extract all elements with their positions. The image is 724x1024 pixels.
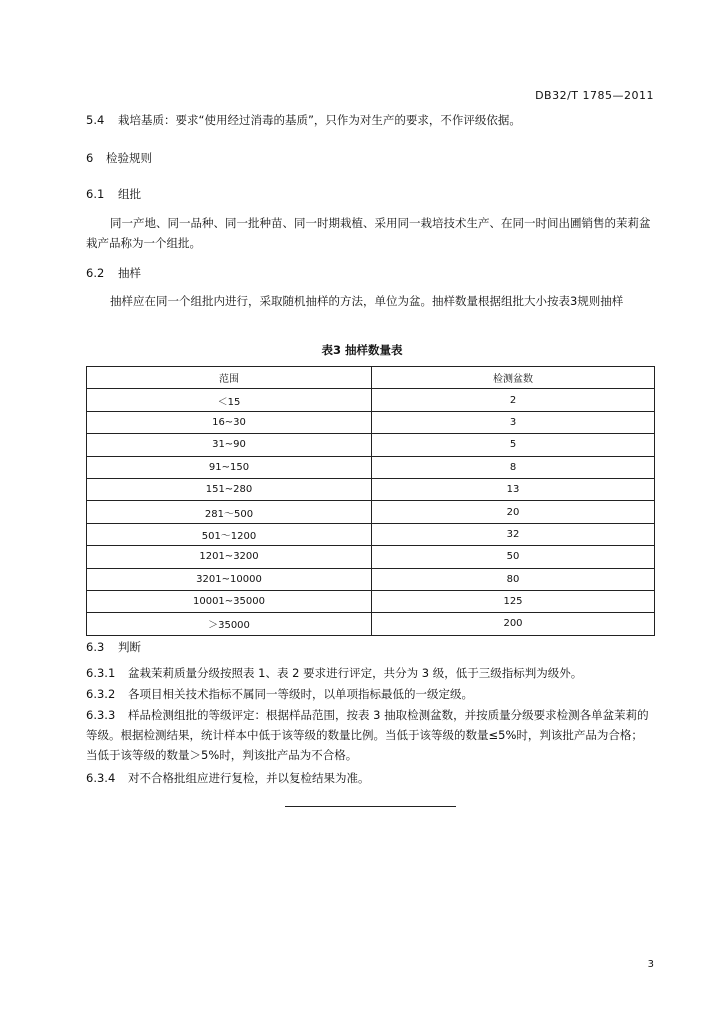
table-row <box>87 546 655 568</box>
table-row <box>87 478 655 500</box>
clause-text: 对不合格批组应进行复检，并以复检结果为准。 <box>128 771 370 785</box>
count-cell: 13 <box>372 478 655 500</box>
count-cell: 2 <box>372 389 655 411</box>
section-number: 6.2 <box>86 266 105 280</box>
section-title: 检验规则 <box>106 151 152 165</box>
count-cell: 32 <box>372 523 655 545</box>
count-cell: 5 <box>372 434 655 456</box>
range-cell: 151~280 <box>87 478 372 500</box>
clause-number: 6.3.1 <box>86 666 116 680</box>
clause-number: 6.3.3 <box>86 708 116 722</box>
table-row <box>87 389 655 411</box>
range-cell: 16~30 <box>87 411 372 433</box>
range-cell: ＜15 <box>87 389 372 411</box>
range-cell: 91~150 <box>87 456 372 478</box>
count-cell: 200 <box>372 613 655 635</box>
clause-number: 6.3.2 <box>86 687 116 701</box>
section-6-2-heading <box>86 265 141 281</box>
table-row <box>87 501 655 523</box>
clause-6-3-2 <box>86 684 473 704</box>
clause-6-3-1 <box>86 663 582 683</box>
count-cell: 50 <box>372 546 655 568</box>
table-row <box>87 456 655 478</box>
clause-text: 样品检测组批的等级评定：根据样品范围，按表 3 抽取检测盆数，并按质量分级要求检测各单盆茉莉的等级。根据检测结果，统计样本中低于该等级的数量比例。当低于该等级的数量≤5%时，判该批产品为合格；当低于该等级的数量＞5%时，判该批产品为不合格。 <box>86 708 649 762</box>
table-row <box>87 568 655 590</box>
table-row <box>87 411 655 433</box>
section-6-1-heading <box>86 186 141 202</box>
table-row <box>87 434 655 456</box>
table-row <box>87 613 655 635</box>
count-cell: 125 <box>372 590 655 612</box>
count-cell: 3 <box>372 411 655 433</box>
clause-text: 各项目相关技术指标不属同一等级时，以单项指标最低的一级定级。 <box>128 687 473 701</box>
clause-6-3-3 <box>86 705 654 765</box>
section-title: 抽样 <box>118 266 141 280</box>
clause-5-4 <box>86 110 521 130</box>
clause-number: 6.3.4 <box>86 771 116 785</box>
section-number: 6.1 <box>86 187 105 201</box>
range-cell: 10001~35000 <box>87 590 372 612</box>
end-of-text-rule <box>285 806 456 807</box>
section-6-2-paragraph: 抽样应在同一个组批内进行，采取随机抽样的方法，单位为盆。抽样数量根据组批大小按表3规则抽样 <box>110 294 624 308</box>
page-number: 3 <box>647 959 654 970</box>
section-number: 6 <box>86 151 94 165</box>
document-code-header: DB32/T 1785—2011 <box>535 89 654 102</box>
range-cell: 31~90 <box>87 434 372 456</box>
count-cell: 20 <box>372 501 655 523</box>
section-6-3-heading <box>86 639 141 655</box>
section-title: 判断 <box>118 640 141 654</box>
table-caption: 表3 抽样数量表 <box>321 343 403 357</box>
range-cell: 281～500 <box>87 501 372 523</box>
range-cell: 501～1200 <box>87 523 372 545</box>
column-header-count: 检测盆数 <box>372 367 655 389</box>
clause-number: 5.4 <box>86 113 105 127</box>
range-cell: 1201~3200 <box>87 546 372 568</box>
clause-text: 栽培基质：要求“使用经过消毒的基质”，只作为对生产的要求，不作评级依据。 <box>118 113 521 127</box>
clause-text: 盆栽茉莉质量分级按照表 1、表 2 要求进行评定，共分为 3 级，低于三级指标判为级外。 <box>128 666 583 680</box>
table-row <box>87 523 655 545</box>
count-cell: 80 <box>372 568 655 590</box>
sampling-quantity-table <box>86 366 655 636</box>
range-cell: ＞35000 <box>87 613 372 635</box>
clause-6-3-4 <box>86 768 370 788</box>
section-title: 组批 <box>118 187 141 201</box>
column-header-range: 范围 <box>87 367 372 389</box>
table-row <box>87 590 655 612</box>
section-6-heading <box>86 150 152 166</box>
range-cell: 3201~10000 <box>87 568 372 590</box>
section-6-1-paragraph: 同一产地、同一品种、同一批种苗、同一时期栽植、采用同一栽培技术生产、在同一时间出圃销售的茉莉盆栽产品称为一个组批。 <box>86 216 651 250</box>
table-header-row <box>87 367 655 389</box>
count-cell: 8 <box>372 456 655 478</box>
section-number: 6.3 <box>86 640 105 654</box>
